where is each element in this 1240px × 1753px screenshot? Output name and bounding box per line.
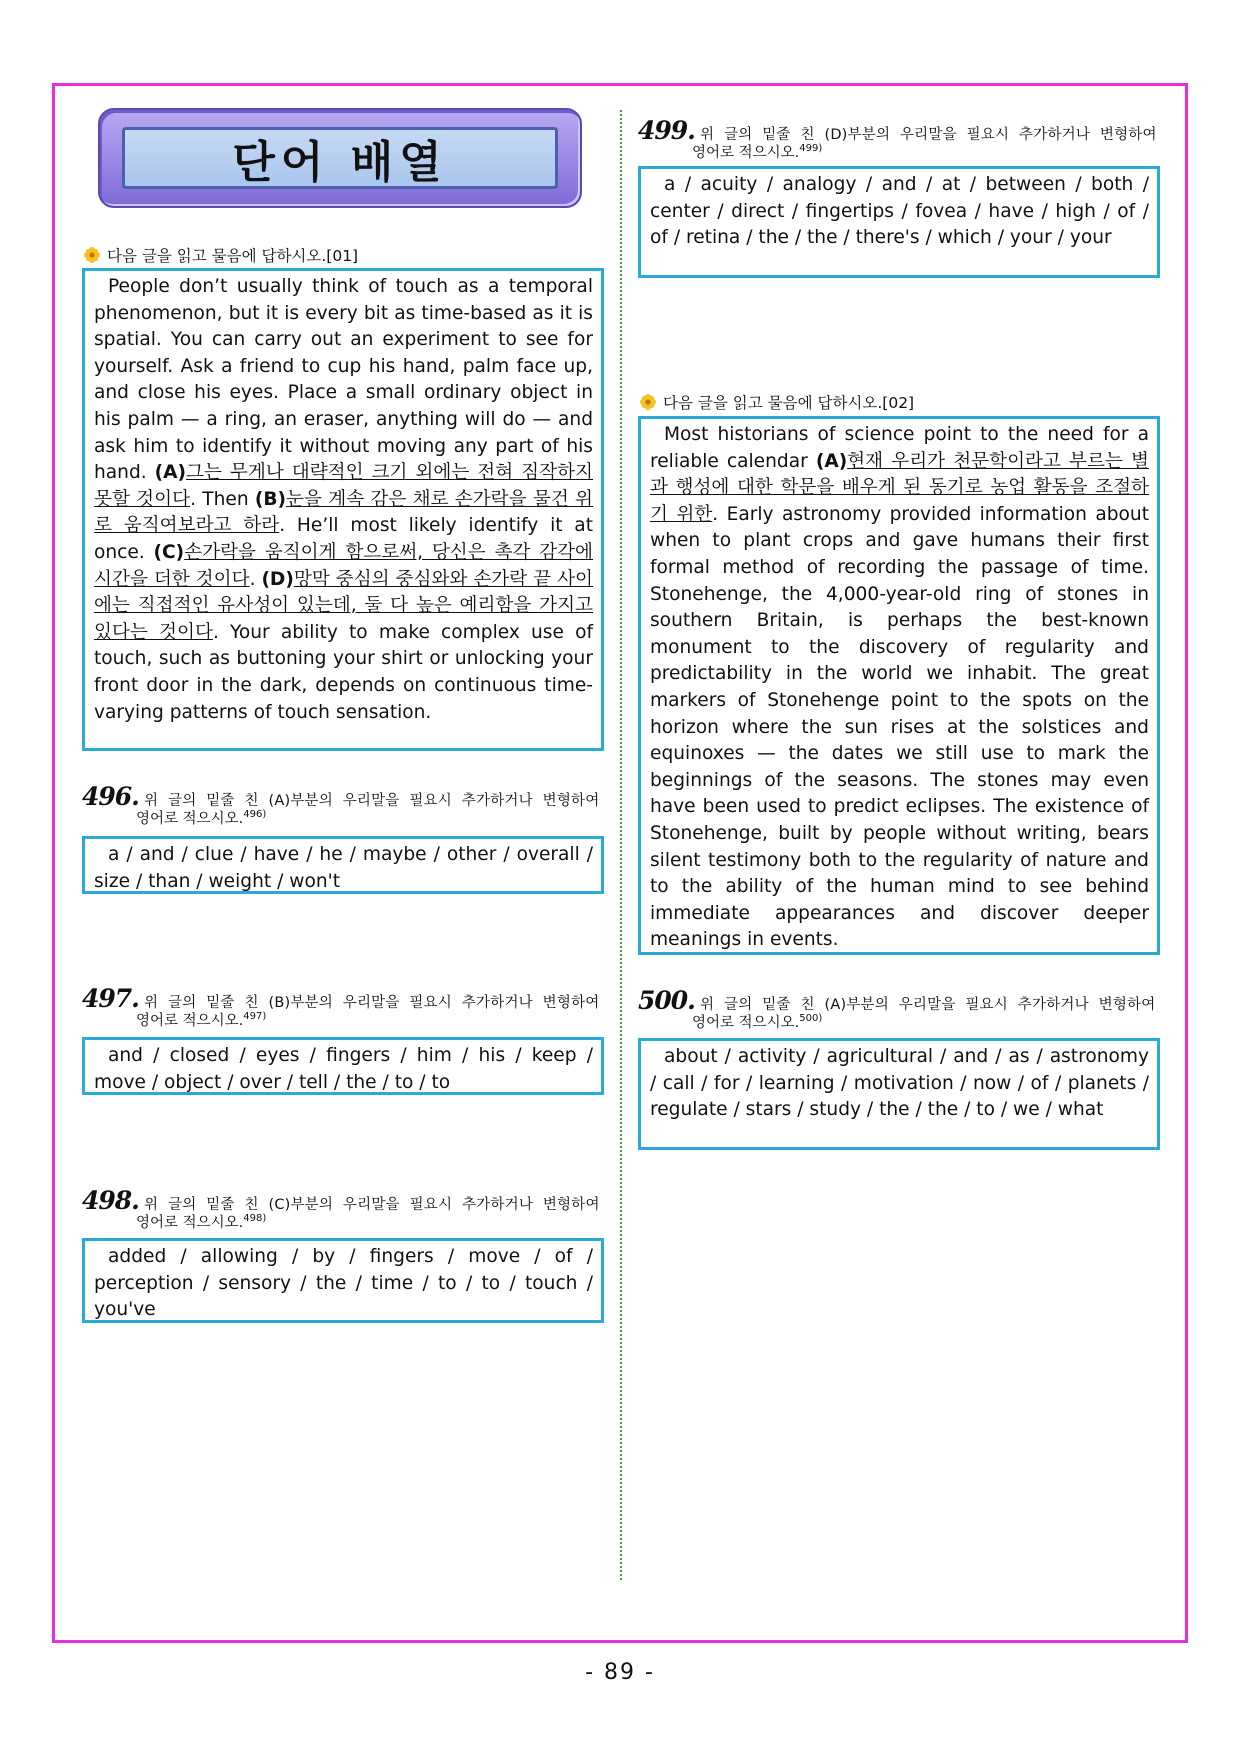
question-number: 500. <box>638 986 695 1015</box>
passage-text: Most historians of science point to the need for a reliable calendar <box>650 424 1149 472</box>
word-list: a / acuity / analogy / and / at / between / both / center / direct / fingertips / fovea / have / high / of / of / retina / the / the / there's / which / your / your <box>650 174 1149 249</box>
question-text: 위 글의 밑줄 친 (A)부분의 우리말을 필요시 추가하거나 변형하여 <box>699 997 1156 1013</box>
prompt-text: 다음 글을 읽고 물음에 답하시오.[02] <box>663 394 915 412</box>
question-499-header <box>638 116 1160 166</box>
question-text: 위 글의 밑줄 친 (A)부분의 우리말을 필요시 추가하거나 변형하여 <box>143 793 600 809</box>
word-list: about / activity / agricultural / and / as / astronomy / call / for / learning / motivation / now / of / planets / regulate / stars / study / the / the / to / we / what <box>650 1046 1149 1121</box>
passage-text: . Early astronomy provided information about when to plant crops and gave humans their first formal method of recording the passage of time. Stonehenge, the 4,000-year-old ring of stones in southern Britain, is perhaps the best-known monument to the discovery of regularity and predictability in the world we inhabit. The great markers of Stonehenge point to the spots on the horizon where the sun rises at the solstices and equinoxes — the dates we still use to mark the beginnings of the seasons. The stones may even have been used to predict eclipses. The existence of Stonehenge, built by people without writing, bears silent testimony both to the regularity of nature and to the ability of the human mind to see behind immediate appearances and discover deeper meanings in events. <box>650 503 1150 951</box>
question-text: 위 글의 밑줄 친 (D)부분의 우리말을 필요시 추가하거나 변형하여 <box>699 127 1157 143</box>
underlined-korean-b: 눈을 계속 감은 채로 손가락을 물건 위로 움직여보라고 하라 <box>94 488 594 537</box>
question-ref: 499) <box>799 143 823 155</box>
question-497-header <box>82 984 604 1034</box>
passage-2-prompt <box>640 391 914 413</box>
passage-1-box <box>82 268 604 751</box>
question-text-line2: 영어로 적으시오.$^{498)}$ <box>136 1213 267 1231</box>
question-498-word-box <box>82 1238 604 1323</box>
question-text-line2: 영어로 적으시오.$^{500)}$ <box>692 1013 823 1031</box>
question-ref: 497) <box>243 1011 267 1023</box>
question-497-word-box <box>82 1037 604 1095</box>
label-c: (C) <box>153 541 185 563</box>
passage-text: . <box>249 568 262 590</box>
question-500-word-box <box>638 1038 1160 1150</box>
label-a: (A) <box>154 462 187 484</box>
passage-1-prompt <box>84 244 358 266</box>
word-list: and / closed / eyes / fingers / him / his / keep / move / object / over / tell / the / to / to <box>94 1045 593 1093</box>
question-ref: 500) <box>799 1013 823 1025</box>
question-number: 499. <box>638 116 695 145</box>
question-500-header <box>638 986 1160 1036</box>
question-text: 위 글의 밑줄 친 (B)부분의 우리말을 필요시 추가하거나 변형하여 <box>143 995 600 1011</box>
column-divider <box>620 110 622 1580</box>
question-text-line2: 영어로 적으시오.$^{499)}$ <box>692 143 823 161</box>
underlined-korean-a: 현재 우리가 천문학이라고 부르는 별과 행성에 대한 학문을 배우게 된 동기로 농업 활동을 조절하기 위한 <box>650 450 1149 525</box>
title-panel <box>122 127 558 189</box>
question-text-line2: 영어로 적으시오.$^{496)}$ <box>136 809 267 827</box>
question-number: 496. <box>82 782 139 811</box>
word-list: a / and / clue / have / he / maybe / other / overall / size / than / weight / won't <box>94 844 593 892</box>
flower-icon <box>84 247 100 263</box>
question-ref: 496) <box>243 809 267 821</box>
page-title: 단어 배열 <box>232 137 448 188</box>
question-496-word-box <box>82 836 604 894</box>
question-number: 498. <box>82 1186 139 1215</box>
label-b: (B) <box>254 488 287 510</box>
question-496-header <box>82 782 604 832</box>
label-d: (D) <box>261 568 294 590</box>
passage-text: . He’ll most likely identify it at once. <box>94 515 593 563</box>
question-499-word-box <box>638 166 1160 278</box>
passage-text: . Your ability to make complex use of touch, such as buttoning your shirt or unlocking your front door in the dark, depends on continuous time-varying patterns of touch sensation. <box>94 621 593 723</box>
passage-2-box <box>638 416 1160 955</box>
question-text-line2: 영어로 적으시오.$^{497)}$ <box>136 1011 267 1029</box>
page-number: - 89 - <box>585 1660 655 1685</box>
flower-icon <box>640 394 656 410</box>
question-number: 497. <box>82 984 139 1013</box>
question-ref: 498) <box>243 1213 267 1225</box>
underlined-korean-d: 망막 중심의 중심와와 손가락 끝 사이에는 직접적인 유사성이 있는데, 둘 다 높은 예리함을 가지고 있다는 것이다 <box>94 568 593 643</box>
question-498-header <box>82 1186 604 1236</box>
underlined-korean-c: 손가락을 움직이게 함으로써, 당신은 촉각 감각에 시간을 더한 것이다 <box>94 541 593 590</box>
prompt-text: 다음 글을 읽고 물음에 답하시오.[01] <box>107 247 359 265</box>
word-list: added / allowing / by / fingers / move / of / perception / sensory / the / time / to / to / touch / you've <box>94 1246 593 1321</box>
passage-text: People don’t usually think of touch as a temporal phenomenon, but it is every bit as time-based as it is spatial. You can carry out an experiment to see for yourself. Ask a friend to cup his hand, palm face up, and close his eyes. Place a small ordinary object in his palm — a ring, an eraser, anything will do — and ask him to identify it without moving any part of his hand. <box>94 276 593 484</box>
label-a: (A) <box>815 450 848 472</box>
underlined-korean-a: 그는 무게나 대략적인 크기 외에는 전혀 짐작하지 못할 것이다 <box>94 462 593 510</box>
passage-text: . Then <box>190 488 255 510</box>
question-text: 위 글의 밑줄 친 (C)부분의 우리말을 필요시 추가하거나 변형하여 <box>143 1197 600 1213</box>
